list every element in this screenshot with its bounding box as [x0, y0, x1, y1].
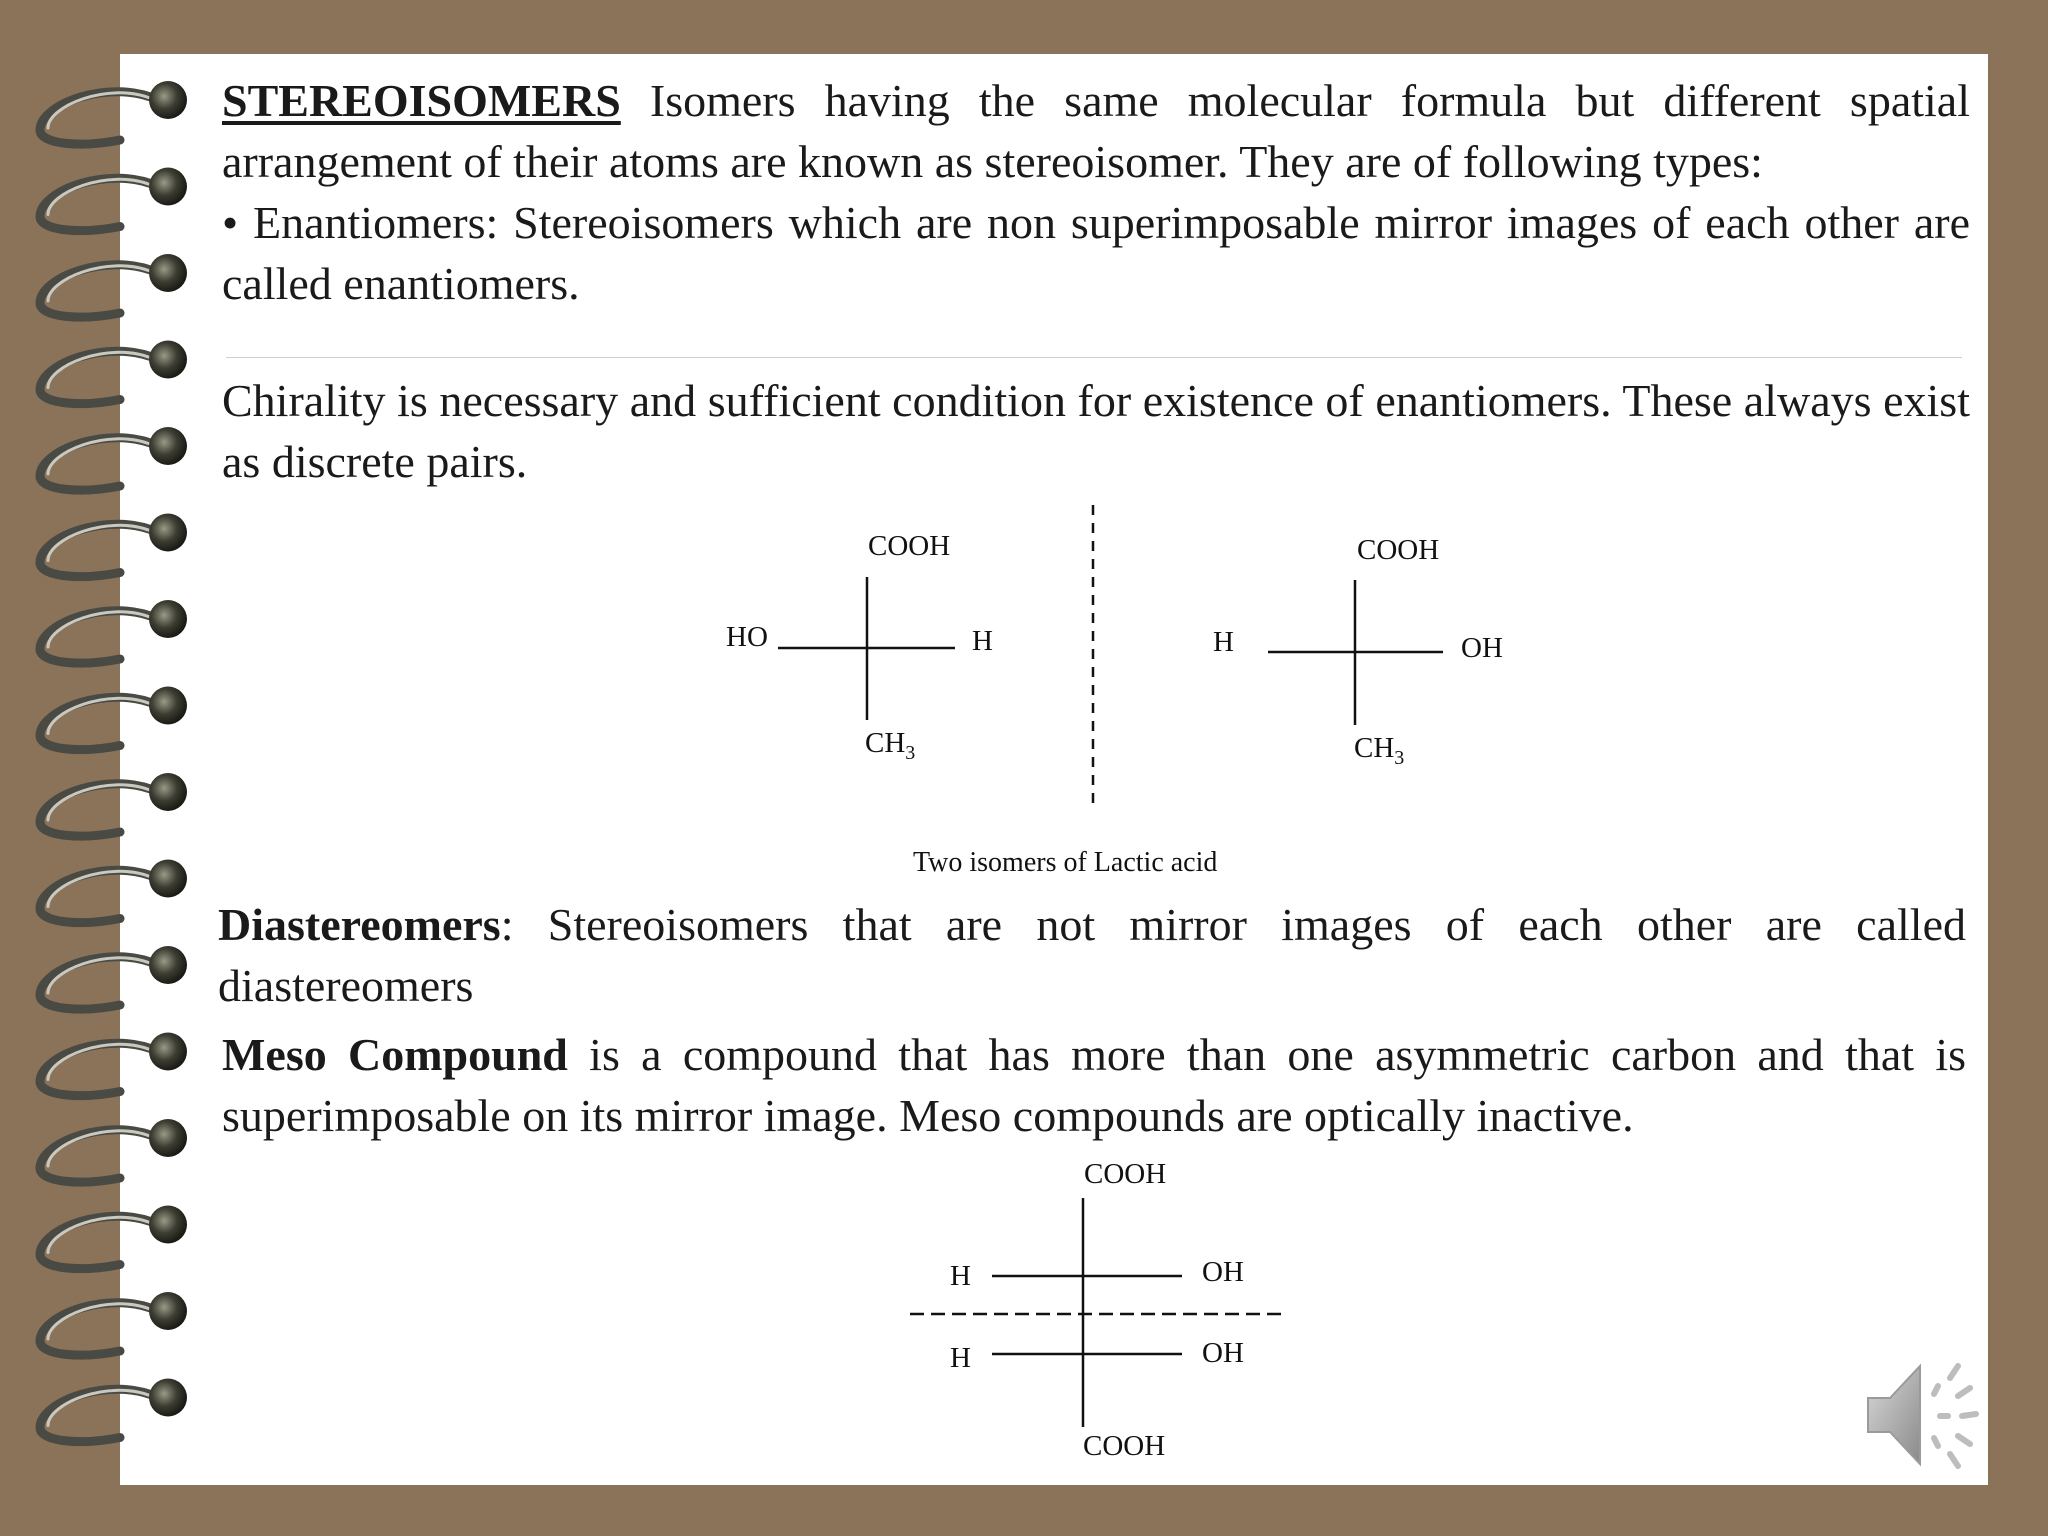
binding-ring [40, 611, 158, 663]
meso-paragraph [222, 1024, 1966, 1146]
binding-ring [40, 1043, 158, 1095]
diastereomers-definition: : Stereoisomers that are not mirror images of each other are called diastereomers [218, 899, 1966, 1011]
right-right-group: OH [1461, 632, 1503, 664]
binding-hole [149, 600, 187, 638]
binding-ring [40, 92, 158, 144]
binding-hole [149, 514, 187, 552]
binding-ring [40, 265, 158, 317]
left-left-group: HO [726, 621, 768, 653]
binding-hole [149, 1119, 187, 1157]
right-bottom-group: $CH_3$ [1354, 732, 1405, 769]
enantiomers-paragraph: • Enantiomers: Stereoisomers which are non superimposable mirror images of each other are called enantiomers. [222, 197, 1970, 309]
binding-hole [149, 1206, 187, 1244]
binding-ring [40, 697, 158, 749]
binding-ring [40, 1303, 158, 1355]
binding-hole [149, 946, 187, 984]
binding-hole [149, 1033, 187, 1071]
right-top-group: COOH [1357, 534, 1440, 566]
meso-upper-left-group: H [950, 1260, 971, 1292]
left-bottom-group: $CH_3$ [865, 727, 916, 764]
binding-ring [40, 870, 158, 922]
binding-hole [149, 254, 187, 292]
binding-hole [149, 860, 187, 898]
stereoisomers-definition: Isomers having the same molecular formula but different spatial arrangement of their atoms are known as stereoisomer. They are of following types: [222, 75, 1970, 187]
stereoisomers-paragraph [222, 70, 1970, 192]
meso-definition: is a compound that has more than one asymmetric carbon and that is superimposable on its mirror image. Meso compounds are optically inactive. [222, 1029, 1967, 1141]
diastereomers-paragraph [218, 894, 1966, 1016]
left-right-group: H [972, 625, 993, 657]
binding-ring [40, 784, 158, 836]
binding-ring [40, 1216, 158, 1268]
section-divider [226, 357, 1962, 358]
binding-ring [40, 438, 158, 490]
meso-bottom-group: COOH [1083, 1430, 1166, 1462]
meso-lower-right-group: OH [1202, 1337, 1244, 1369]
binding-ring [40, 1389, 158, 1441]
stereoisomers-term: STEREOISOMERS [222, 75, 621, 126]
binding-hole [149, 687, 187, 725]
binding-hole [149, 1292, 187, 1330]
meso-top-group: COOH [1084, 1158, 1167, 1190]
binding-ring [40, 1130, 158, 1182]
meso-lower-left-group: H [950, 1342, 971, 1374]
speaker-icon[interactable] [1862, 1350, 2002, 1480]
spiral-binding-icon [0, 0, 230, 1536]
left-top-group: COOH [868, 530, 951, 562]
chirality-paragraph: Chirality is necessary and sufficient condition for existence of enantiomers. These always exist as discrete pairs. [222, 375, 1970, 487]
right-left-group: H [1213, 626, 1234, 658]
binding-hole [149, 1379, 187, 1417]
binding-ring [40, 957, 158, 1009]
binding-ring [40, 178, 158, 230]
meso-upper-right-group: OH [1202, 1256, 1244, 1288]
binding-hole [149, 168, 187, 206]
binding-ring [40, 351, 158, 403]
meso-term: Meso Compound [222, 1029, 568, 1080]
binding-hole [149, 773, 187, 811]
binding-hole [149, 341, 187, 379]
lactic-acid-caption: Two isomers of Lactic acid [913, 847, 1218, 878]
binding-hole [149, 81, 187, 119]
binding-hole [149, 427, 187, 465]
diastereomers-term: Diastereomers [218, 899, 501, 950]
binding-ring [40, 524, 158, 576]
